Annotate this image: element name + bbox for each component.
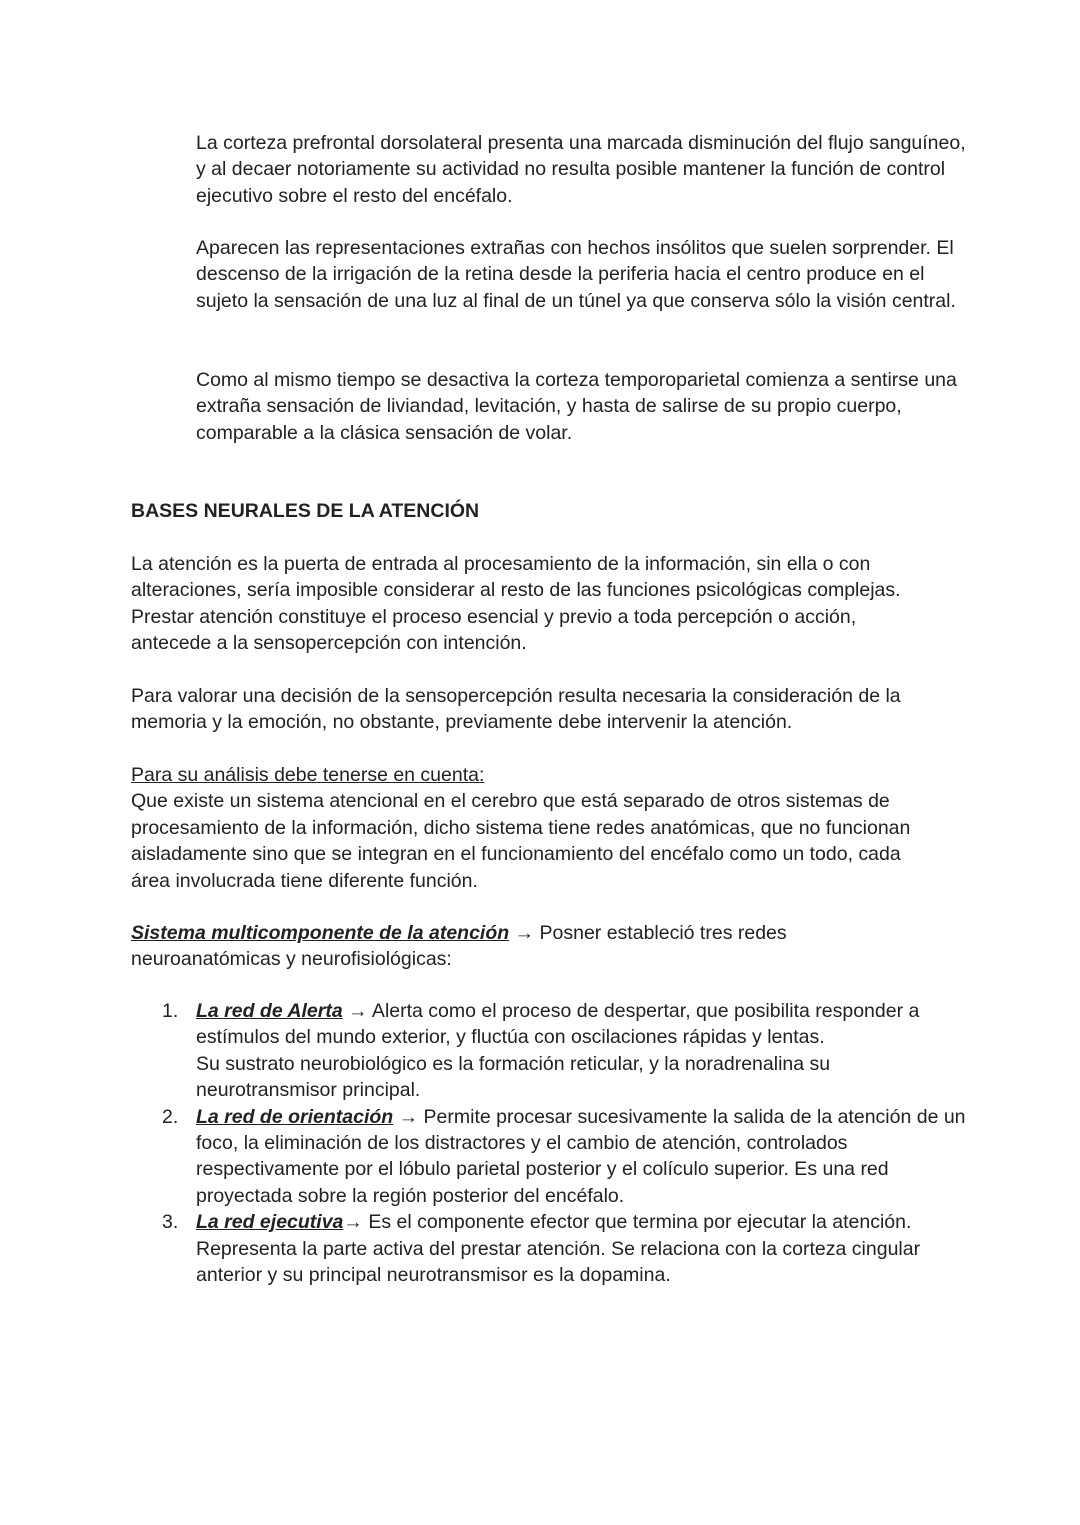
list-item bbox=[131, 1209, 966, 1288]
list-item-number: 2. bbox=[162, 1105, 179, 1128]
paragraph-temporoparietal-cortex: Como al mismo tiempo se desactiva la corteza temporoparietal comienza a sentirse una extraña sensación de liviandad, levitación, y hasta de salirse de su propio cuerpo, comparable a la clásica sensación de volar. bbox=[196, 369, 957, 444]
network-term: La red de Alerta bbox=[196, 1000, 343, 1022]
analysis-label: Para su análisis debe tenerse en cuenta: bbox=[131, 764, 485, 786]
section-heading: BASES NEURALES DE LA ATENCIÓN bbox=[131, 500, 480, 522]
paragraph-strange-representations: Aparecen las representaciones extrañas con hechos insólitos que suelen sorprender. El descenso de la irrigación de la retina desde la periferia hacia el centro produce en el sujeto la sensación de una luz al final de un túnel ya que conserva sólo la visión central. bbox=[196, 237, 956, 312]
network-term: La red de orientación bbox=[196, 1105, 394, 1128]
system-term: Sistema multicomponente de la atención bbox=[131, 922, 510, 944]
analysis-text: Que existe un sistema atencional en el cerebro que está separado de otros sistemas de procesamiento de la información, dicho sistema tiene redes anatómicas, que no funcionan aisladamente sino que se integran en el funcionamiento del encéfalo como un todo, cada área involucrada tiene diferente función. bbox=[131, 790, 911, 892]
network-description: → Es el componente efector que termina por ejecutar la atención. Representa la parte activa del prestar atención. Se relaciona con la corteza cingular anterior y su principal neurotransmisor es la dopamina. bbox=[196, 1211, 921, 1287]
list-item bbox=[131, 1104, 966, 1210]
network-extra: Su sustrato neurobiológico es la formación reticular, y la noradrenalina su neurotransmisor principal. bbox=[196, 1052, 831, 1102]
attention-networks-list bbox=[131, 998, 966, 1288]
system-description: → Posner estableció tres redes neuroanatómicas y neurofisiológicas: bbox=[131, 922, 787, 971]
paragraph-prefrontal-cortex: La corteza prefrontal dorsolateral presenta una marcada disminución del flujo sanguíneo, y al decaer notoriamente su actividad no resulta posible mantener la función de control ejecutivo sobre el resto del encéfalo. bbox=[196, 132, 966, 207]
network-description: → Permite procesar sucesivamente la salida de la atención de un foco, la eliminación de los distractores y el cambio de atención, controlados respectivamente por el lóbulo parietal posterior y el colículo superior. Es una red proyectada sobre la región posterior del encéfalo. bbox=[196, 1105, 966, 1207]
list-item-number: 1. bbox=[162, 1000, 179, 1022]
paragraph-attention-gateway: La atención es la puerta de entrada al procesamiento de la información, sin ella o con alteraciones, sería imposible considerar al resto de las funciones psicológicas complejas. Prestar atención constituye el proceso esencial y previo a toda percepción o acción, antecede a la sensopercepción con intención. bbox=[131, 553, 901, 655]
paragraph-sensoperception-decision: Para valorar una decisión de la sensopercepción resulta necesaria la consideración de la memoria y la emoción, no obstante, previamente debe intervenir la atención. bbox=[131, 685, 901, 734]
analysis-block bbox=[131, 762, 941, 894]
network-description: → Alerta como el proceso de despertar, que posibilita responder a estímulos del mundo exterior, y fluctúa con oscilaciones rápidas y lentas. bbox=[196, 1000, 920, 1049]
list-item bbox=[131, 998, 966, 1104]
network-term: La red ejecutiva bbox=[196, 1211, 344, 1234]
list-item-number: 3. bbox=[162, 1211, 179, 1234]
paragraph-multicomponent-system bbox=[131, 920, 941, 973]
